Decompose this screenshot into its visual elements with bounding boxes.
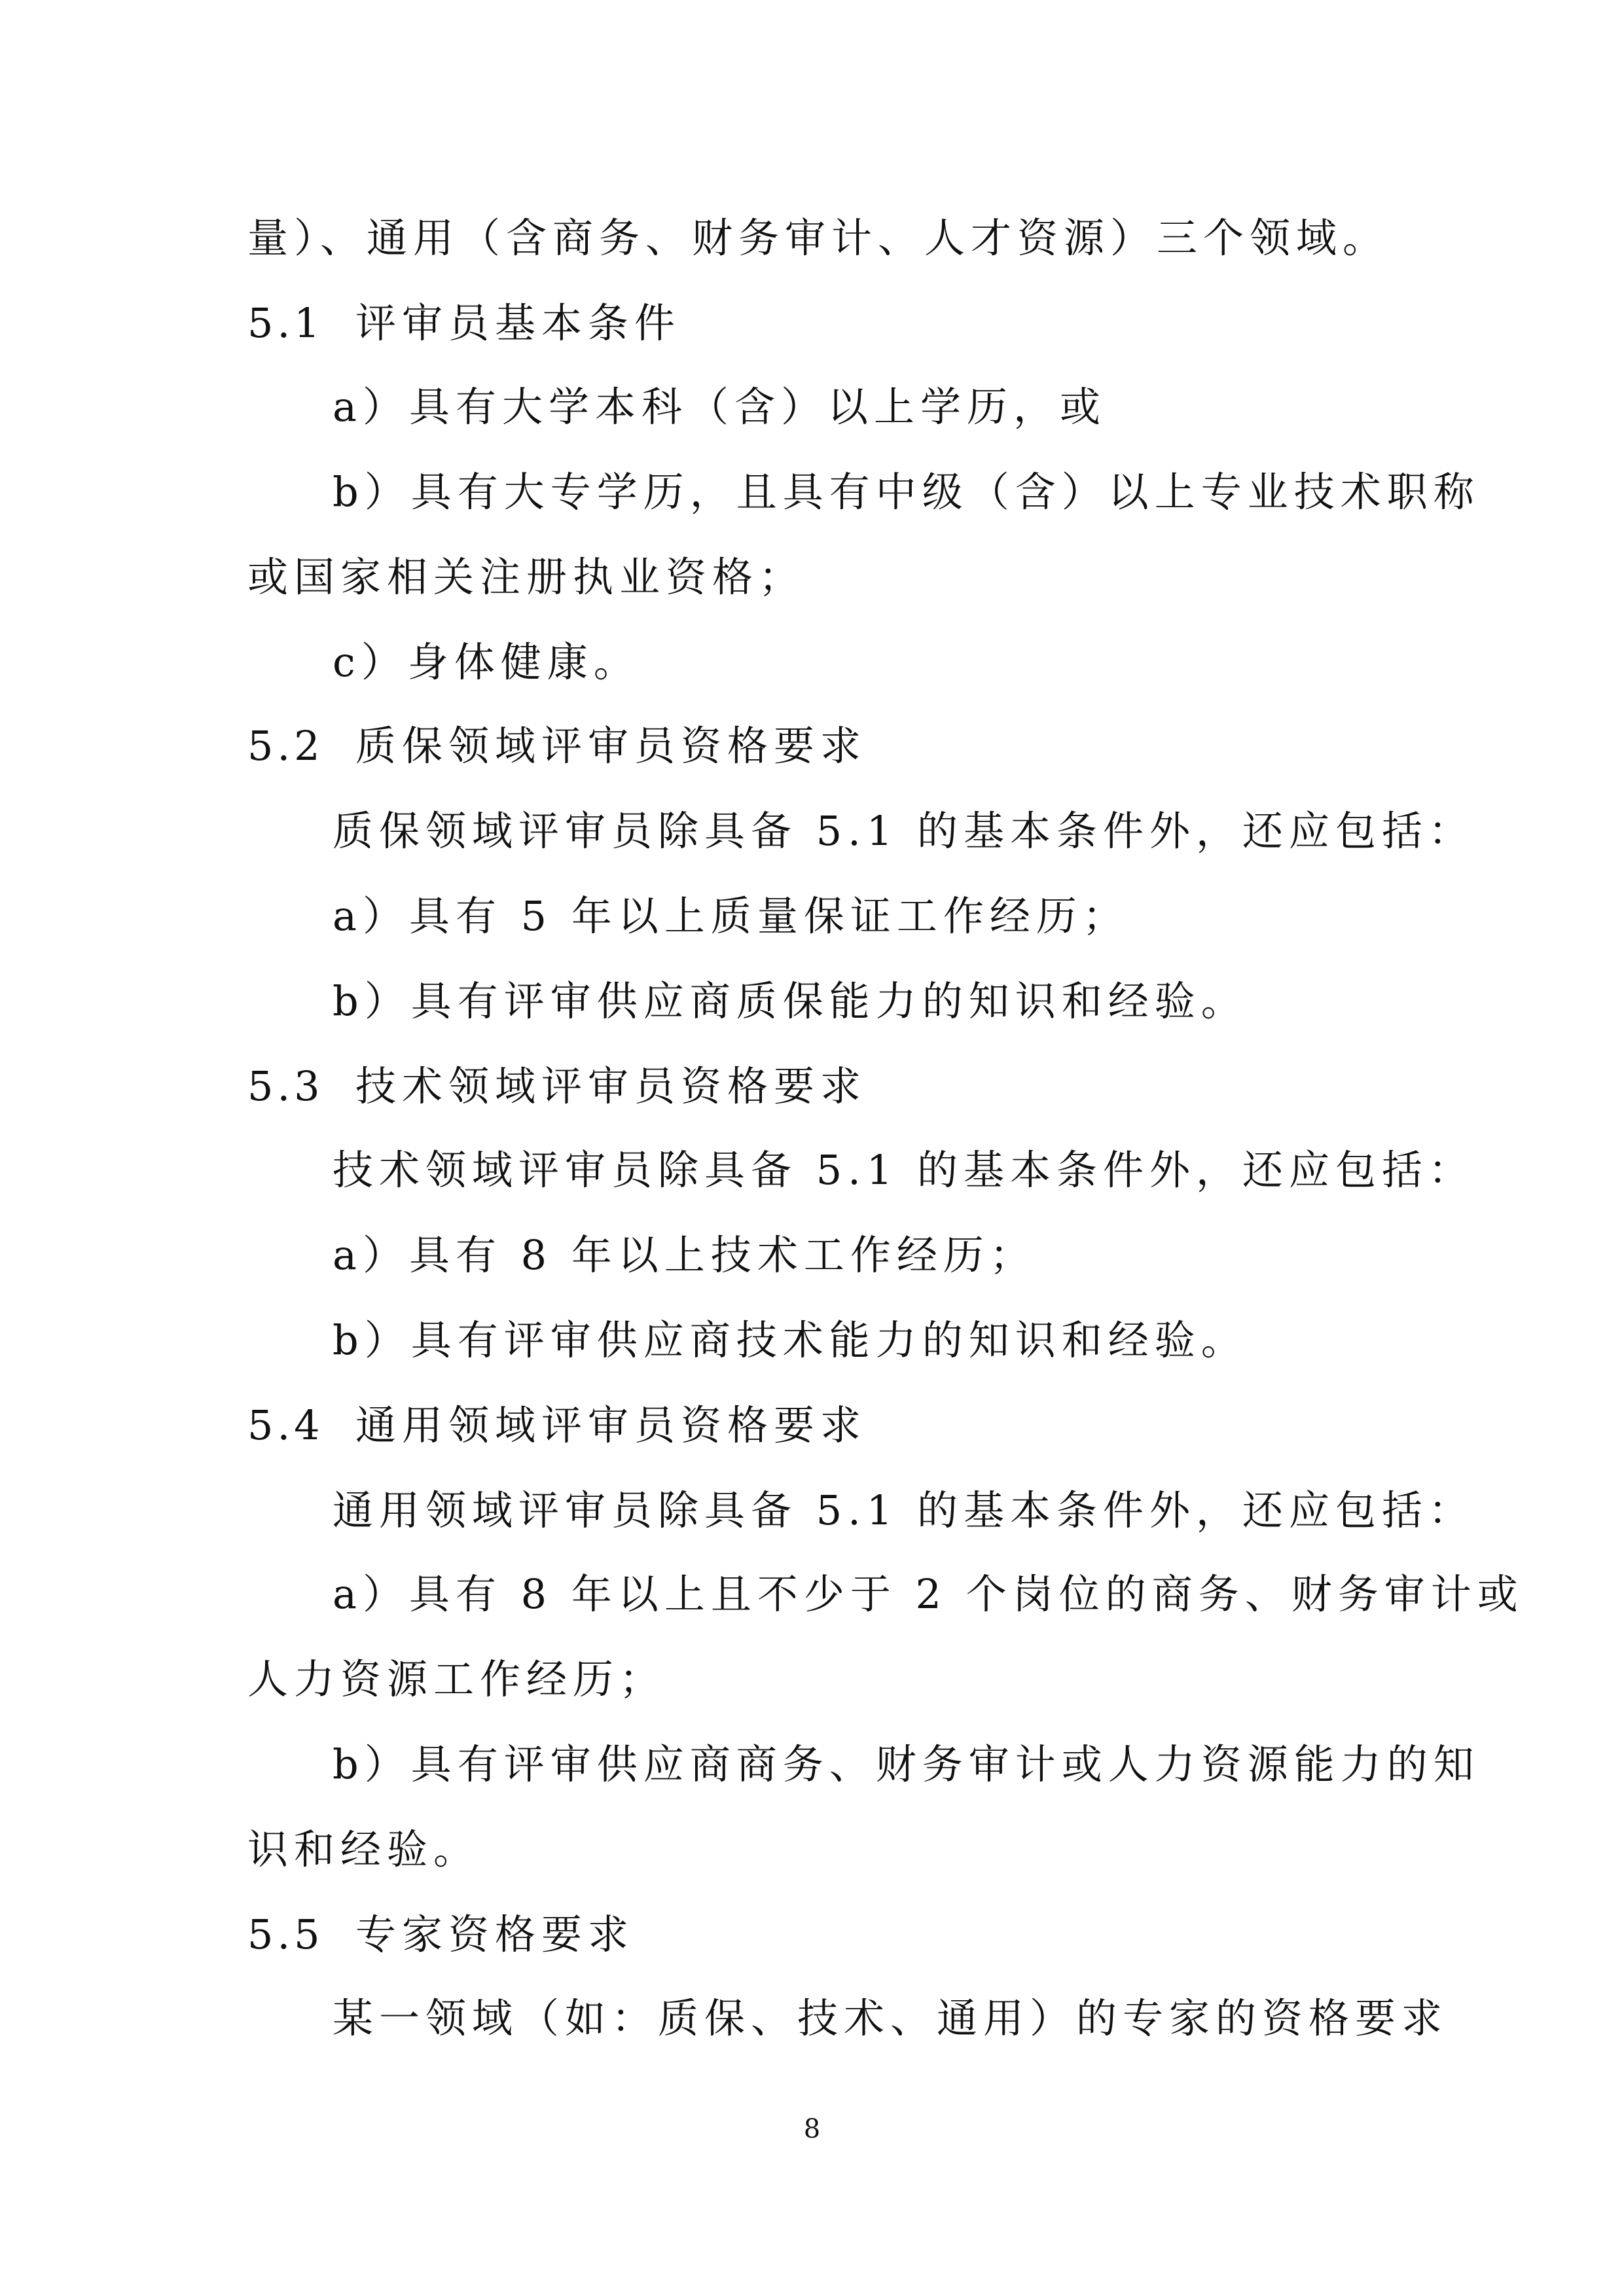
section-heading <box>247 1395 867 1456</box>
section-number: 5.5 <box>247 1910 324 1958</box>
section-number: 5.1 <box>247 299 324 347</box>
list-item: a）具有 8 年以上技术工作经历； <box>333 1231 1036 1279</box>
list-item: a）具有大学本科（含）以上学历，或 <box>333 383 1106 431</box>
section-title: 质保领域评审员资格要求 <box>355 722 867 770</box>
list-item: b）具有评审供应商技术能力的知识和经验。 <box>333 1316 1248 1364</box>
list-item: b）具有大专学历，且具有中级（含）以上专业技术职称 <box>333 468 1480 516</box>
section-heading <box>247 293 681 353</box>
list-item: b）具有评审供应商质保能力的知识和经验。 <box>333 977 1248 1025</box>
paragraph-line: 通用领域评审员除具备 5.1 的基本条件外，还应包括： <box>333 1486 1475 1534</box>
section-heading <box>247 1905 634 1965</box>
paragraph-line: 某一领域（如：质保、技术、通用）的专家的资格要求 <box>333 1994 1449 2042</box>
section-number: 5.4 <box>247 1401 324 1449</box>
section-title: 通用领域评审员资格要求 <box>355 1401 867 1449</box>
paragraph-line: 质保领域评审员除具备 5.1 的基本条件外，还应包括： <box>333 807 1475 855</box>
paragraph-line: 技术领域评审员除具备 5.1 的基本条件外，还应包括： <box>333 1146 1475 1194</box>
paragraph-line: 量）、通用（含商务、财务审计、人才资源）三个领域。 <box>247 214 1390 262</box>
list-item: a）具有 8 年以上且不少于 2 个岗位的商务、财务审计或 <box>333 1570 1524 1618</box>
section-number: 5.2 <box>247 722 324 770</box>
page-number: 8 <box>803 2114 821 2144</box>
list-item-continuation: 人力资源工作经历； <box>247 1655 666 1703</box>
section-heading <box>247 716 867 776</box>
section-title: 专家资格要求 <box>355 1910 635 1958</box>
list-item: b）具有评审供应商商务、财务审计或人力资源能力的知 <box>333 1740 1480 1788</box>
section-title: 评审员基本条件 <box>355 299 681 347</box>
list-item-continuation: 识和经验。 <box>247 1825 480 1873</box>
list-item-continuation: 或国家相关注册执业资格； <box>247 553 806 601</box>
list-item: c）身体健康。 <box>333 638 640 686</box>
section-title: 技术领域评审员资格要求 <box>355 1062 867 1110</box>
section-heading <box>247 1056 867 1117</box>
section-number: 5.3 <box>247 1062 324 1110</box>
list-item: a）具有 5 年以上质量保证工作经历； <box>333 892 1129 940</box>
